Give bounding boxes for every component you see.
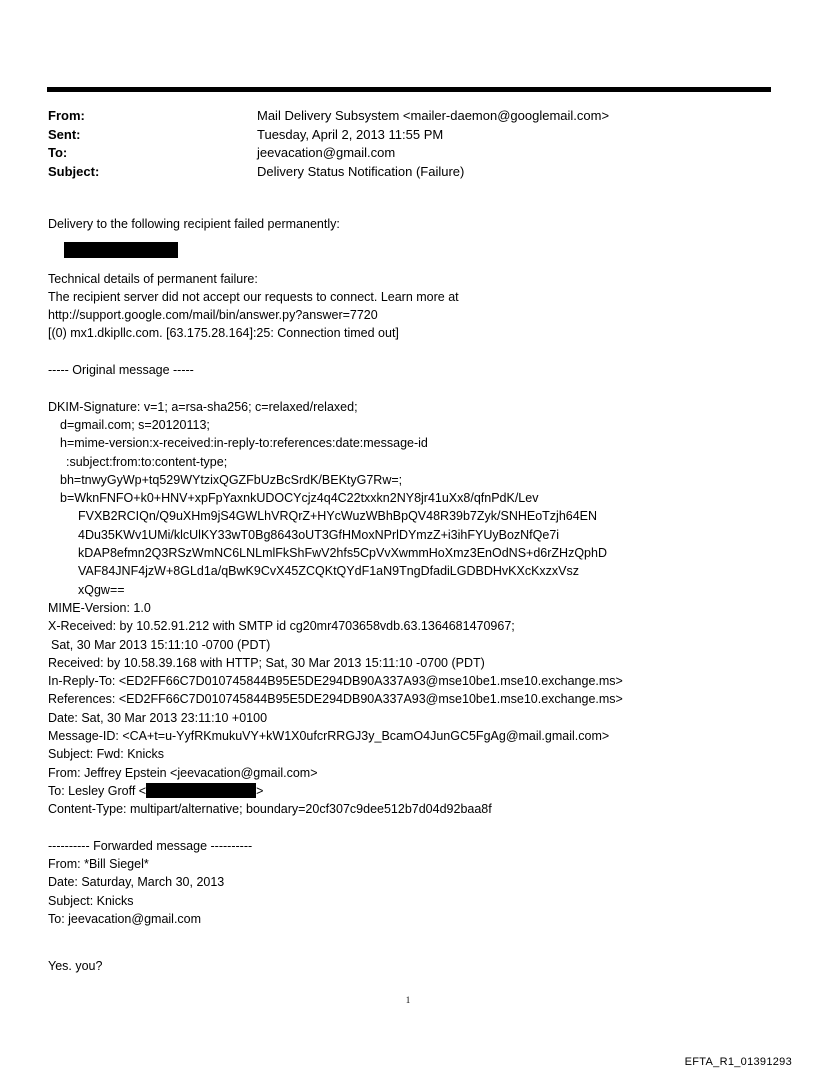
from-line: From: Jeffrey Epstein <jeevacation@gmail.com> (48, 765, 318, 780)
received-line: Received: by 10.58.39.168 with HTTP; Sat, 30 Mar 2013 15:11:10 -0700 (PDT) (48, 655, 485, 670)
mime-line: MIME-Version: 1.0 (48, 600, 151, 615)
to-row (48, 144, 778, 163)
tech-line: [(0) mx1.dkipllc.com. [63.175.28.164]:25: Connection timed out] (48, 326, 399, 341)
sent-label: Sent: (48, 126, 81, 142)
intro-text: Delivery to the following recipient failed permanently: (48, 217, 340, 231)
subject-label: Subject: (48, 163, 100, 179)
to-prefix: To: Lesley Groff < (48, 783, 147, 798)
dkim-line: 4Du35KWv1UMi/klcUlKY33wT0Bg8643oUT3GfHMoxNPrlDYmzZ+i3ihFYUyBozNfQe7i (78, 527, 560, 542)
sent-row (48, 126, 778, 145)
dkim-line: :subject:from:to:content-type; (66, 454, 228, 469)
to-label: To: (48, 145, 68, 160)
from-row (48, 107, 778, 126)
dkim-line: bh=tnwyGyWp+tq529WYtzixQGZFbUzBcSrdK/BEKtyG7Rw=; (60, 472, 403, 487)
original-divider: ----- Original message ----- (48, 363, 194, 378)
subject-row (48, 163, 778, 182)
fwd-from-line: From: *Bill Siegel* (48, 857, 149, 872)
dkim-line: FVXB2RCIQn/Q9uXHm9jS4GWLhVRQrZ+HYcWuzWBhBpQV48R39b7Zyk/SNHEoTzjh64EN (78, 509, 598, 524)
dkim-line: h=mime-version:x-received:in-reply-to:references:date:message-id (60, 436, 428, 451)
sent-value: Tuesday, April 2, 2013 11:55 PM (257, 126, 444, 142)
email-header (48, 107, 778, 181)
dkim-line: b=WknFNFO+k0+HNV+xpFpYaxnkUDOCYcjz4q4C22txxkn2NY8jr41uXx8/qfnPdK/Lev (60, 491, 539, 506)
xreceived-line: Sat, 30 Mar 2013 15:11:10 -0700 (PDT) (51, 637, 271, 652)
to-suffix: > (256, 783, 264, 798)
redaction-box (64, 242, 178, 258)
tech-link: http://support.google.com/mail/bin/answer.py?answer=7720 (48, 308, 378, 323)
date-line: Date: Sat, 30 Mar 2013 23:11:10 +0100 (48, 710, 268, 725)
fwd-date-line: Date: Saturday, March 30, 2013 (48, 875, 225, 890)
email-body (48, 215, 808, 975)
references-line: References: <ED2FF66C7D010745844B95E5DE294DB90A337A93@mse10be1.mse10.exchange.ms> (48, 692, 623, 707)
message-id-line: Message-ID: <CA+t=u-YyfRKmukuVY+kW1X0ufcrRRGJ3y_BcamO4JunGC5FgAg@mail.gmail.com> (48, 729, 610, 744)
header-rule (47, 87, 771, 92)
dkim-line: VAF84JNF4jzW+8GLd1a/qBwK9CvX45ZCQKtQYdF1aN9TngDfadiLGDBDHvKXcKxzxVsz (78, 564, 579, 579)
fwd-to-line: To: jeevacation@gmail.com (48, 911, 202, 926)
from-value: Mail Delivery Subsystem <mailer-daemon@googlemail.com> (257, 108, 610, 123)
subject-value: Delivery Status Notification (Failure) (257, 163, 465, 179)
bates-number: EFTA_R1_01391293 (684, 1056, 792, 1068)
dkim-line: xQgw== (78, 582, 125, 597)
redaction-box (146, 783, 256, 798)
subject-line: Subject: Fwd: Knicks (48, 747, 165, 762)
xreceived-line: X-Received: by 10.52.91.212 with SMTP id cg20mr4703658vdb.63.1364681470967; (48, 619, 515, 634)
tech-title: Technical details of permanent failure: (48, 271, 258, 286)
forward-divider: ---------- Forwarded message ---------- (48, 838, 253, 853)
from-label: From: (48, 108, 85, 123)
to-line (48, 782, 808, 800)
to-value: jeevacation@gmail.com (257, 145, 396, 160)
tech-line: The recipient server did not accept our requests to connect. Learn more at (48, 289, 459, 304)
dkim-line: DKIM-Signature: v=1; a=rsa-sha256; c=relaxed/relaxed; (48, 399, 358, 414)
closing-text: Yes. you? (48, 958, 103, 973)
fwd-subject-line: Subject: Knicks (48, 893, 134, 908)
redacted-recipient-line (48, 242, 808, 260)
page-number: 1 (405, 995, 411, 1005)
in-reply-to-line: In-Reply-To: <ED2FF66C7D010745844B95E5DE294DB90A337A93@mse10be1.mse10.exchange.ms> (48, 674, 623, 689)
dkim-line: d=gmail.com; s=20120113; (60, 417, 210, 432)
dkim-line: kDAP8efmn2Q3RSzWmNC6LNLmlFkShFwV2hfs5CpVvXwmmHoXmz3EnOdNS+d6rZHzQphD (78, 546, 607, 561)
content-type-line: Content-Type: multipart/alternative; boundary=20cf307c9dee512b7d04d92baa8f (48, 802, 492, 817)
